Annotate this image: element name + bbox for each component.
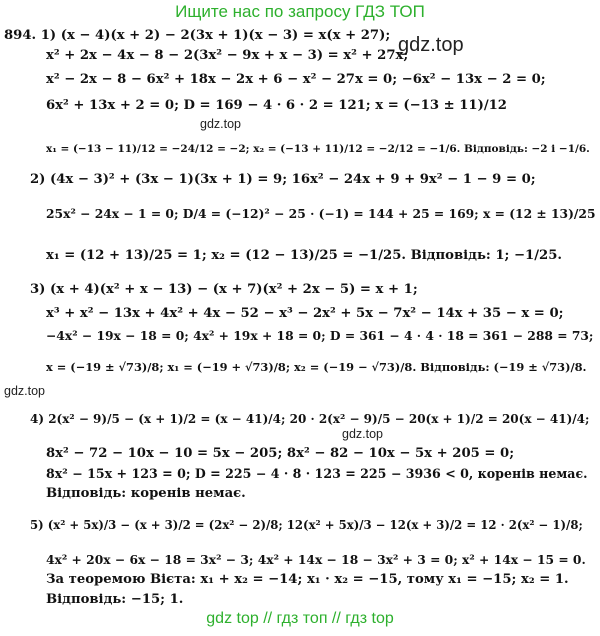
watermark-small-2: gdz.top <box>4 384 46 398</box>
solution-line-15: 8x² − 15x + 123 = 0; D = 225 − 4 · 8 · 123 = 225 − 3936 < 0, коренів немає. <box>46 466 588 481</box>
solution-line-17: 5) (x² + 5x)/3 − (x + 3)/2 = (2x² − 2)/8; 12(x² + 5x)/3 − 12(x + 3)/2 = 12 · 2(x² − 1)/8; <box>30 518 583 532</box>
watermark-small-1: gdz.top <box>200 117 242 131</box>
solution-line-5: x₁ = (−13 − 11)/12 = −24/12 = −2; x₂ = (−13 + 11)/12 = −2/12 = −1/6. Відповідь: −2 і −1/6. <box>46 143 590 155</box>
solution-line-7: 25x² − 24x − 1 = 0; D/4 = (−12)² − 25 · (−1) = 144 + 25 = 169; x = (12 ± 13)/25 <box>46 206 596 221</box>
solution-line-11: −4x² − 19x − 18 = 0; 4x² + 19x + 18 = 0; D = 361 − 4 · 4 · 18 = 361 − 288 = 73; <box>46 328 594 343</box>
solution-line-16: Відповідь: коренів немає. <box>46 486 246 501</box>
solution-line-3: x² − 2x − 8 − 6x² + 18x − 2x + 6 − x² − 27x = 0; −6x² − 13x − 2 = 0; <box>46 72 546 87</box>
solution-line-9: 3) (x + 4)(x² + x − 13) − (x + 7)(x² + 2x − 5) = x + 1; <box>30 282 418 297</box>
solution-line-8: x₁ = (12 + 13)/25 = 1; x₂ = (12 − 13)/25 = −1/25. Відповідь: 1; −1/25. <box>46 248 562 263</box>
bottom-banner: gdz top // гдз топ // гдз top <box>206 610 394 627</box>
solution-line-10: x³ + x² − 13x + 4x² + 4x − 52 − x³ − 2x² + 5x − 7x² − 14x + 35 − x = 0; <box>46 306 564 321</box>
solution-line-18: 4x² + 20x − 6x − 18 = 3x² − 3; 4x² + 14x − 18 − 3x² + 3 = 0; x² + 14x − 15 = 0. <box>46 552 586 567</box>
solution-line-1: 894. 1) (x − 4)(x + 2) − 2(3x + 1)(x − 3) = x(x + 27); <box>4 28 391 43</box>
solution-line-13: 4) 2(x² − 9)/5 − (x + 1)/2 = (x − 41)/4; 20 · 2(x² − 9)/5 − 20(x + 1)/2 = 20(x − 41)/4; <box>30 412 590 426</box>
solution-line-19: За теоремою Вієта: x₁ + x₂ = −14; x₁ · x₂ = −15, тому x₁ = −15; x₂ = 1. <box>46 572 569 587</box>
top-banner: Ищите нас по запросу ГДЗ ТОП <box>175 2 425 21</box>
solution-line-4: 6x² + 13x + 2 = 0; D = 169 − 4 · 6 · 2 = 121; x = (−13 ± 11)/12 <box>46 98 507 113</box>
watermark-main: gdz.top <box>398 34 464 56</box>
solution-line-12: x = (−19 ± √73)/8; x₁ = (−19 + √73)/8; x₂ = (−19 − √73)/8. Відповідь: (−19 ± √73)/8. <box>46 360 587 374</box>
solution-line-14: 8x² − 72 − 10x − 10 = 5x − 205; 8x² − 82 − 10x − 5x + 205 = 0; <box>46 446 515 461</box>
watermark-small-3: gdz.top <box>342 427 384 441</box>
solution-line-20: Відповідь: −15; 1. <box>46 592 184 607</box>
solution-line-6: 2) (4x − 3)² + (3x − 1)(3x + 1) = 9; 16x² − 24x + 9 + 9x² − 1 − 9 = 0; <box>30 172 536 187</box>
solution-line-2: x² + 2x − 4x − 8 − 2(3x² − 9x + x − 3) = x² + 27x; <box>46 48 409 63</box>
